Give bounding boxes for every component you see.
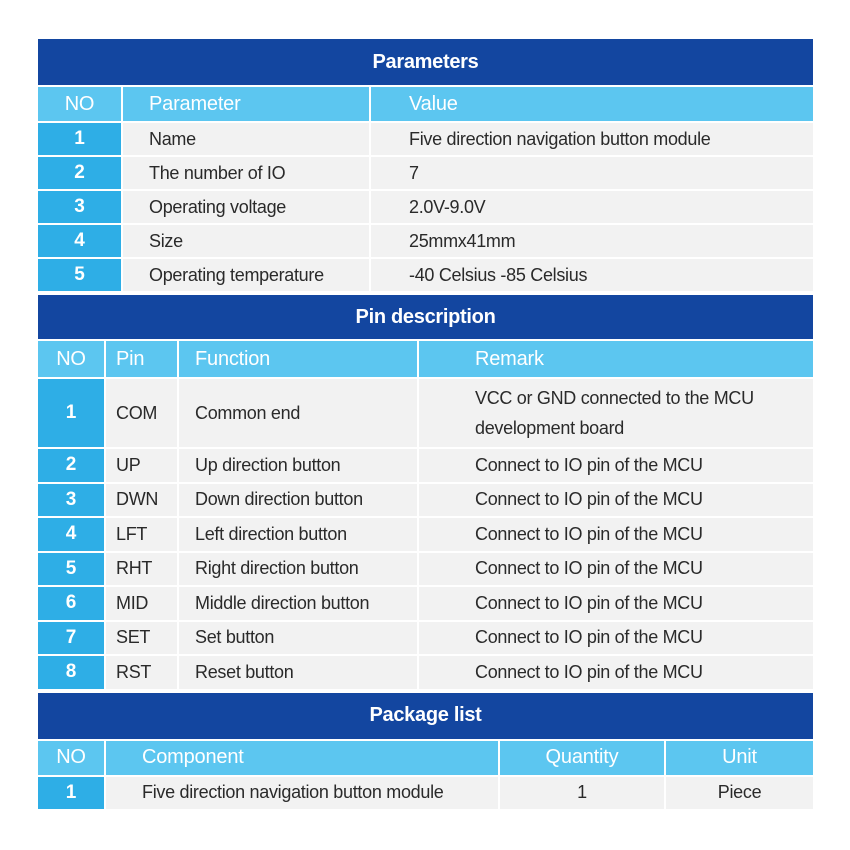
parameter-value: -40 Celsius -85 Celsius: [370, 258, 814, 292]
table-row: [37, 552, 814, 587]
pins-header-no: NO: [37, 340, 105, 378]
parameter-value: 25mmx41mm: [370, 224, 814, 258]
parameter-value: Five direction navigation button module: [370, 122, 814, 156]
pins-header-remark: Remark: [418, 340, 814, 378]
row-number: 6: [37, 586, 105, 621]
pin-function: Left direction button: [178, 517, 418, 552]
pins-header-pin: Pin: [105, 340, 178, 378]
row-number: 2: [37, 448, 105, 483]
pin-function: Middle direction button: [178, 586, 418, 621]
parameters-title: Parameters: [37, 38, 814, 86]
parameter-name: Size: [122, 224, 370, 258]
row-number: 2: [37, 156, 122, 190]
package-header-no: NO: [37, 740, 105, 776]
pin-function: Down direction button: [178, 483, 418, 518]
row-number: 8: [37, 655, 105, 690]
parameters-header-parameter: Parameter: [122, 86, 370, 122]
pin-name: SET: [105, 621, 178, 656]
pin-function: Right direction button: [178, 552, 418, 587]
row-number: 1: [37, 378, 105, 448]
parameter-value: 7: [370, 156, 814, 190]
pin-name: RHT: [105, 552, 178, 587]
parameter-name: The number of IO: [122, 156, 370, 190]
table-row: [37, 655, 814, 690]
row-number: 4: [37, 224, 122, 258]
package-list-table: [36, 691, 815, 811]
pin-name: RST: [105, 655, 178, 690]
package-header-quantity: Quantity: [499, 740, 665, 776]
package-header-component: Component: [105, 740, 499, 776]
package-component: Five direction navigation button module: [105, 776, 499, 810]
pin-function: Up direction button: [178, 448, 418, 483]
package-unit: Piece: [665, 776, 814, 810]
parameter-value: 2.0V-9.0V: [370, 190, 814, 224]
pin-remark: Connect to IO pin of the MCU: [418, 517, 814, 552]
pin-remark: Connect to IO pin of the MCU: [418, 621, 814, 656]
parameter-name: Operating voltage: [122, 190, 370, 224]
pin-remark: Connect to IO pin of the MCU: [418, 448, 814, 483]
pin-name: COM: [105, 378, 178, 448]
pin-remark: Connect to IO pin of the MCU: [418, 586, 814, 621]
table-row: [37, 621, 814, 656]
pin-function: Set button: [178, 621, 418, 656]
pin-description-title: Pin description: [37, 294, 814, 340]
table-row: [37, 224, 814, 258]
pin-remark: VCC or GND connected to the MCU development board: [418, 378, 814, 448]
row-number: 3: [37, 190, 122, 224]
pin-remark: Connect to IO pin of the MCU: [418, 552, 814, 587]
row-number: 5: [37, 552, 105, 587]
table-row: [37, 122, 814, 156]
pin-function: Reset button: [178, 655, 418, 690]
pin-name: DWN: [105, 483, 178, 518]
row-number: 5: [37, 258, 122, 292]
table-row: [37, 156, 814, 190]
row-number: 7: [37, 621, 105, 656]
package-list-title: Package list: [37, 692, 814, 740]
pin-remark: Connect to IO pin of the MCU: [418, 483, 814, 518]
pin-name: MID: [105, 586, 178, 621]
pin-name: LFT: [105, 517, 178, 552]
package-header-unit: Unit: [665, 740, 814, 776]
row-number: 1: [37, 122, 122, 156]
spec-sheet: [36, 37, 813, 811]
table-row: [37, 776, 814, 810]
row-number: 4: [37, 517, 105, 552]
table-row: [37, 483, 814, 518]
parameters-header-value: Value: [370, 86, 814, 122]
row-number: 3: [37, 483, 105, 518]
table-row: [37, 258, 814, 292]
parameters-header-no: NO: [37, 86, 122, 122]
parameters-table: [36, 37, 815, 293]
pins-header-function: Function: [178, 340, 418, 378]
table-row: [37, 517, 814, 552]
pin-description-table: [36, 293, 815, 691]
parameter-name: Operating temperature: [122, 258, 370, 292]
parameter-name: Name: [122, 122, 370, 156]
row-number: 1: [37, 776, 105, 810]
pin-function: Common end: [178, 378, 418, 448]
table-row: [37, 586, 814, 621]
package-quantity: 1: [499, 776, 665, 810]
table-row: [37, 190, 814, 224]
pin-name: UP: [105, 448, 178, 483]
table-row: [37, 378, 814, 448]
pin-remark: Connect to IO pin of the MCU: [418, 655, 814, 690]
table-row: [37, 448, 814, 483]
